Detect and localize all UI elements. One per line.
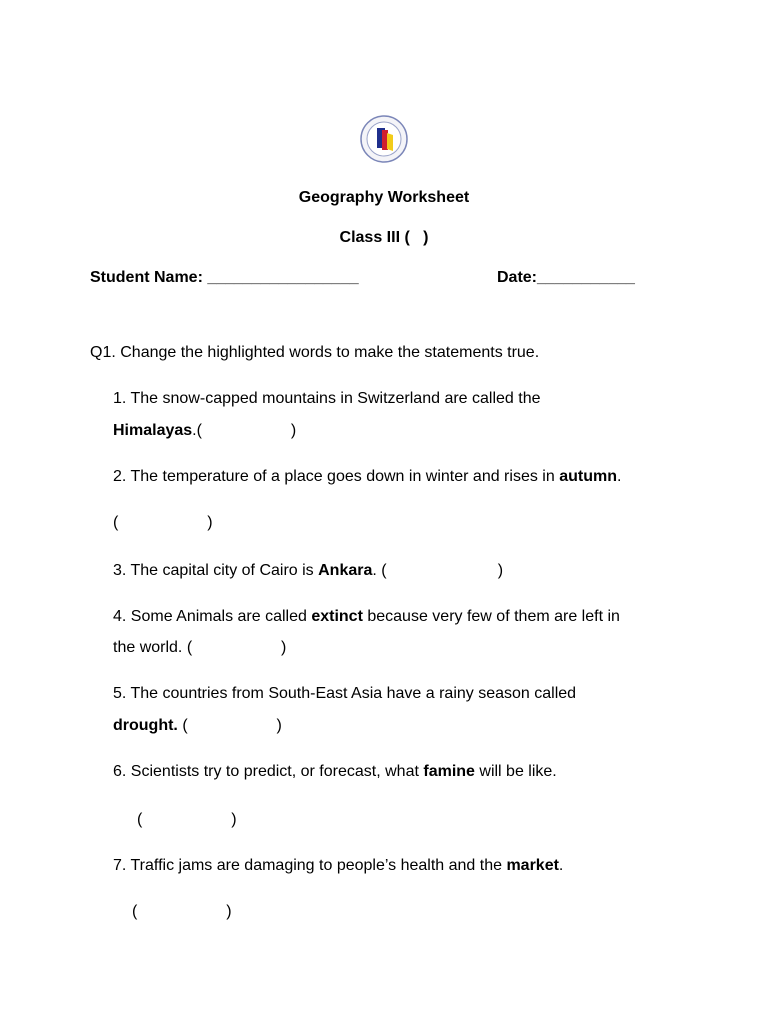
answer-blank: .( ) [192,422,297,439]
question-item-7 [113,856,563,876]
item-text: The snow-capped mountains in Switzerland are called the [130,390,541,407]
question-item-3 [113,561,503,581]
item-text: Traffic jams are damaging to people’s health and the [130,857,507,874]
highlighted-word: famine [423,763,475,780]
item-number: 4. [113,608,127,625]
answer-blank: ( ) [177,717,282,734]
item-number: 6. [113,763,127,780]
item-text-end: will be like. [474,763,557,780]
highlighted-word: autumn [559,468,617,485]
item-text-end: because very few of them are left in [362,608,620,625]
question-item-5-line2 [113,716,282,736]
question-item-5 [113,684,576,704]
answer-blank: ( ) [137,811,237,828]
item-text-end: . [558,857,564,874]
highlighted-word: drought. [113,717,178,734]
student-name-blank: _________________ [207,269,359,286]
highlighted-word: Ankara [318,562,373,579]
date-label: Date: [497,269,538,286]
item-text: The countries from South-East Asia have a rainy season called [130,685,577,702]
item-number: 1. [113,390,127,407]
date-blank: ___________ [537,269,635,286]
item-number: 2. [113,468,127,485]
highlighted-word: market [506,857,559,874]
highlighted-word: extinct [311,608,363,625]
q1-instruction: Q1. Change the highlighted words to make the statements true. [90,344,540,361]
highlighted-word: Himalayas [113,422,193,439]
question-item-4 [113,607,620,627]
answer-blank: ( ) [132,903,232,920]
question-item-1 [113,389,541,409]
question-item-2 [113,467,621,487]
item-number: 5. [113,685,127,702]
question-item-1-line2 [113,421,296,441]
item-text-end: . [616,468,622,485]
item-text: The capital city of Cairo is [130,562,319,579]
item-number: 3. [113,562,127,579]
student-name-label: Student Name: [90,269,208,286]
school-logo [360,113,408,165]
question-item-6 [113,762,557,782]
question-item-4-line2: the world. ( ) [113,639,287,656]
answer-blank: ( ) [113,514,213,531]
item-text: Some Animals are called [130,608,312,625]
item-number: 7. [113,857,127,874]
item-text: The temperature of a place goes down in winter and rises in [130,468,560,485]
class-label: Class III ( ) [339,229,429,246]
item-text: Scientists try to predict, or forecast, what [130,763,424,780]
date-field [497,268,635,288]
worksheet-title: Geography Worksheet [298,189,470,206]
answer-blank: . ( ) [372,562,504,579]
student-name-field [90,268,359,288]
